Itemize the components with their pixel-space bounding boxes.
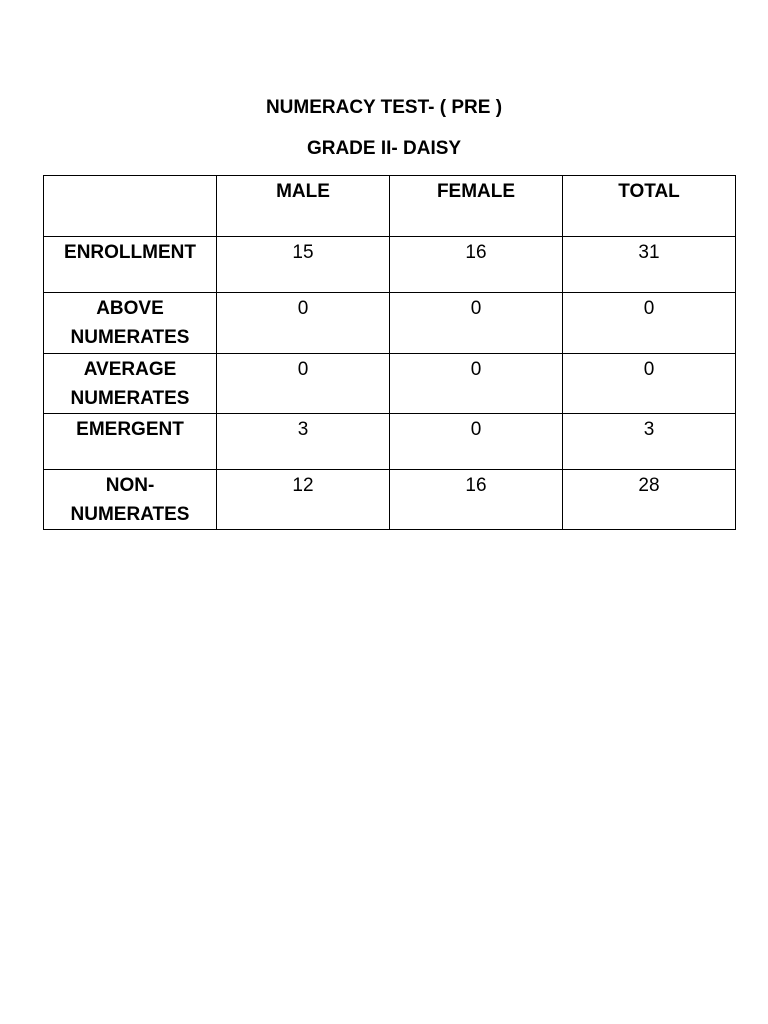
cell-female: 0 bbox=[390, 354, 563, 414]
table-row bbox=[44, 414, 736, 470]
numeracy-table bbox=[43, 175, 736, 530]
cell-total: 0 bbox=[563, 293, 736, 354]
cell-male: 0 bbox=[217, 293, 390, 354]
cell-total: 3 bbox=[563, 414, 736, 470]
table-row bbox=[44, 470, 736, 530]
cell-female: 0 bbox=[390, 293, 563, 354]
table-header-row bbox=[44, 176, 736, 237]
table-row bbox=[44, 293, 736, 354]
header-cell-male: MALE bbox=[217, 176, 390, 237]
header-cell-total: TOTAL bbox=[563, 176, 736, 237]
document-subtitle: GRADE II- DAISY bbox=[306, 138, 462, 159]
table-row bbox=[44, 237, 736, 293]
cell-male: 15 bbox=[217, 237, 390, 293]
table-row bbox=[44, 354, 736, 414]
document-title: NUMERACY TEST- ( PRE ) bbox=[265, 97, 503, 118]
cell-male: 0 bbox=[217, 354, 390, 414]
cell-total: 28 bbox=[563, 470, 736, 530]
cell-male: 12 bbox=[217, 470, 390, 530]
header-cell-female: FEMALE bbox=[390, 176, 563, 237]
row-label-emergent: EMERGENT bbox=[44, 414, 217, 470]
cell-female: 16 bbox=[390, 237, 563, 293]
cell-female: 0 bbox=[390, 414, 563, 470]
row-label-non-numerates: NON-NUMERATES bbox=[44, 470, 217, 530]
row-label-above-numerates: ABOVE NUMERATES bbox=[44, 293, 217, 354]
header-cell-empty bbox=[44, 176, 217, 237]
cell-total: 0 bbox=[563, 354, 736, 414]
cell-total: 31 bbox=[563, 237, 736, 293]
cell-female: 16 bbox=[390, 470, 563, 530]
row-label-average-numerates: AVERAGE NUMERATES bbox=[44, 354, 217, 414]
row-label-enrollment: ENROLLMENT bbox=[44, 237, 217, 293]
cell-male: 3 bbox=[217, 414, 390, 470]
